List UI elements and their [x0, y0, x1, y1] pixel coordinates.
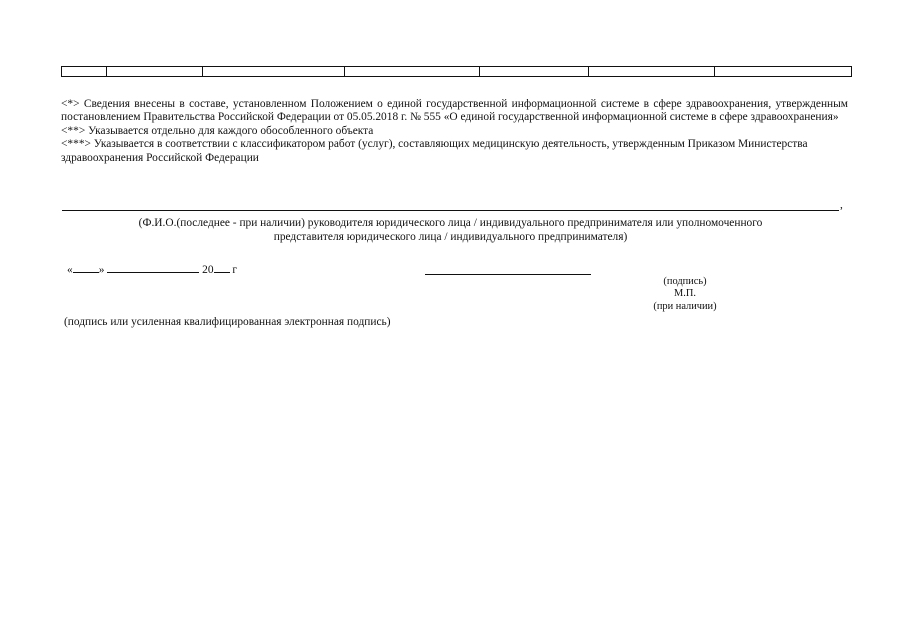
date-year-prefix: 20 — [202, 264, 214, 276]
table-cell — [107, 67, 203, 76]
table-cell — [715, 67, 851, 76]
fio-underline — [62, 210, 839, 211]
date-close-quote: » — [98, 264, 105, 276]
table-cell — [345, 67, 480, 76]
fio-comma: , — [840, 199, 843, 211]
date-field — [67, 262, 237, 276]
year-blank — [214, 262, 230, 273]
seal-label: М.П. — [674, 288, 696, 300]
esign-label: (подпись или усиленная квалифицированная электронная подпись) — [64, 316, 391, 328]
fio-caption — [62, 217, 839, 244]
seal-note: (при наличии) — [653, 300, 717, 312]
date-open-quote: « — [67, 264, 73, 276]
footnote-1: <*> Сведения внесены в составе, установленном Положением о единой государственной информационной системе в сфере здравоохранения, утвержденным постановлением Правительства Российской Федерации от 05.05.2018 г. № 555 «О единой государственной информационной системе в сфере здравоохранения» — [61, 98, 848, 124]
footnote-2: <**> Указывается отдельно для каждого обособленного объекта — [61, 124, 374, 137]
table-cell — [62, 67, 107, 76]
table-cell — [589, 67, 715, 76]
footnotes — [61, 98, 848, 165]
footnote-3: <***> Указывается в соответствии с классификатором работ (услуг), составляющих медицинскую деятельность, утвержденным Приказом Министерства здравоохранения Российской Федерации — [61, 138, 808, 164]
date-year-suffix: г — [232, 264, 238, 276]
signature-block — [620, 276, 750, 313]
fio-caption-line-1: (Ф.И.О.(последнее - при наличии) руководителя юридического лица / индивидуального предпринимателя или уполномоченного — [138, 217, 763, 229]
table-cell — [480, 67, 589, 76]
table-cell — [203, 67, 345, 76]
signature-label: (подпись) — [663, 276, 707, 287]
fio-caption-line-2: представителя юридического лица / индивидуального предпринимателя) — [273, 230, 628, 243]
month-blank — [107, 262, 199, 273]
form-table-row — [61, 66, 852, 77]
signature-underline — [425, 274, 591, 275]
day-blank — [73, 262, 99, 273]
